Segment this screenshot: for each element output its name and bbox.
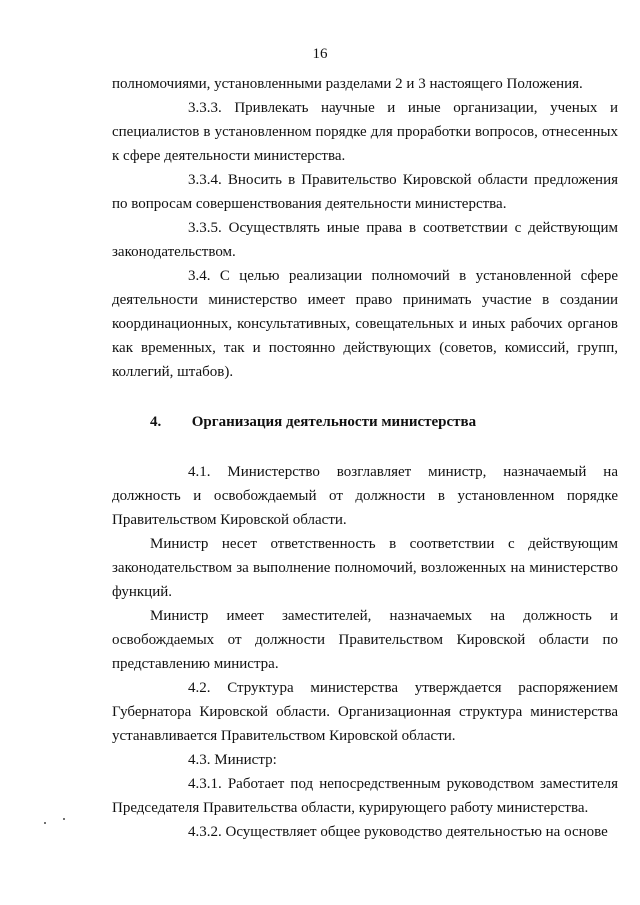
spacer	[112, 434, 618, 460]
paragraph-4-1	[112, 460, 618, 532]
paragraph-text: Привлекать научные и иные организации, ученых и специалистов в установленном порядке для проработки вопросов, отнесенных к сфере деятельности министерства.	[112, 100, 619, 164]
spacer	[112, 384, 618, 410]
paragraph-number: 4.3.	[188, 752, 211, 768]
paragraph-number: 3.4.	[188, 268, 211, 284]
paragraph-4-2	[112, 676, 618, 748]
paragraph-number: 4.3.1.	[188, 776, 222, 792]
paragraph-4-3-1	[112, 772, 618, 820]
paragraph-number: 3.3.4.	[188, 172, 222, 188]
paragraph-3-3-4	[112, 168, 618, 216]
paragraph-text: Осуществлять иные права в соответствии с действующим законодательством.	[112, 220, 618, 260]
paragraph-3-3-3	[112, 96, 618, 168]
paragraph-text: Министерство возглавляет министр, назначаемый на должность и освобождаемый от должности в установленном порядке Правительством Кировской области.	[112, 464, 618, 528]
document-body	[112, 72, 618, 844]
paragraph-text: полномочиями, установленными разделами 2 и 3 настоящего Положения.	[112, 76, 583, 92]
section-title: Организация деятельности министерства	[191, 414, 477, 430]
section-number: 4.	[150, 414, 162, 430]
paragraph-text: Осуществляет общее руководство деятельностью на основе	[225, 824, 608, 840]
paragraph-4-3	[112, 748, 618, 772]
paragraph-number: 3.3.5.	[188, 220, 222, 236]
paragraph-minister-responsibility	[112, 532, 618, 604]
scan-speck	[44, 822, 46, 824]
paragraph-text: Министр несет ответственность в соответствии с действующим законодательством за выполнение полномочий, возложенных на министерство функций.	[112, 536, 618, 600]
paragraph-number: 3.3.3.	[188, 100, 222, 116]
paragraph-text: Министр:	[214, 752, 277, 768]
scan-speck	[63, 818, 65, 820]
paragraph-number: 4.2.	[188, 680, 211, 696]
paragraph-continuation	[112, 72, 618, 96]
paragraph-number: 4.3.2.	[188, 824, 222, 840]
paragraph-text: Вносить в Правительство Кировской области предложения по вопросам совершенствования деятельности министерства.	[112, 172, 619, 212]
paragraph-4-3-2	[112, 820, 618, 844]
paragraph-text: Работает под непосредственным руководством заместителя Председателя Правительства области, курирующего работу министерства.	[112, 776, 618, 816]
paragraph-text: Структура министерства утверждается распоряжением Губернатора Кировской области. Организационная структура министерства устанавливается Правительством Кировской области.	[112, 680, 618, 744]
page-number: 16	[312, 46, 328, 62]
paragraph-number: 4.1.	[188, 464, 211, 480]
paragraph-minister-deputies	[112, 604, 618, 676]
paragraph-3-4	[112, 264, 618, 384]
section-heading	[112, 410, 618, 434]
paragraph-text: Министр имеет заместителей, назначаемых на должность и освобождаемых от должности Правительством Кировской области по представлению министра.	[112, 608, 618, 672]
paragraph-3-3-5	[112, 216, 618, 264]
paragraph-text: С целью реализации полномочий в установленной сфере деятельности министерство имеет право принимать участие в создании координационных, консультативных, совещательных и иных рабочих органов как временных, так и постоянно действующих (советов, комиссий, групп, коллегий, штабов).	[112, 268, 618, 380]
